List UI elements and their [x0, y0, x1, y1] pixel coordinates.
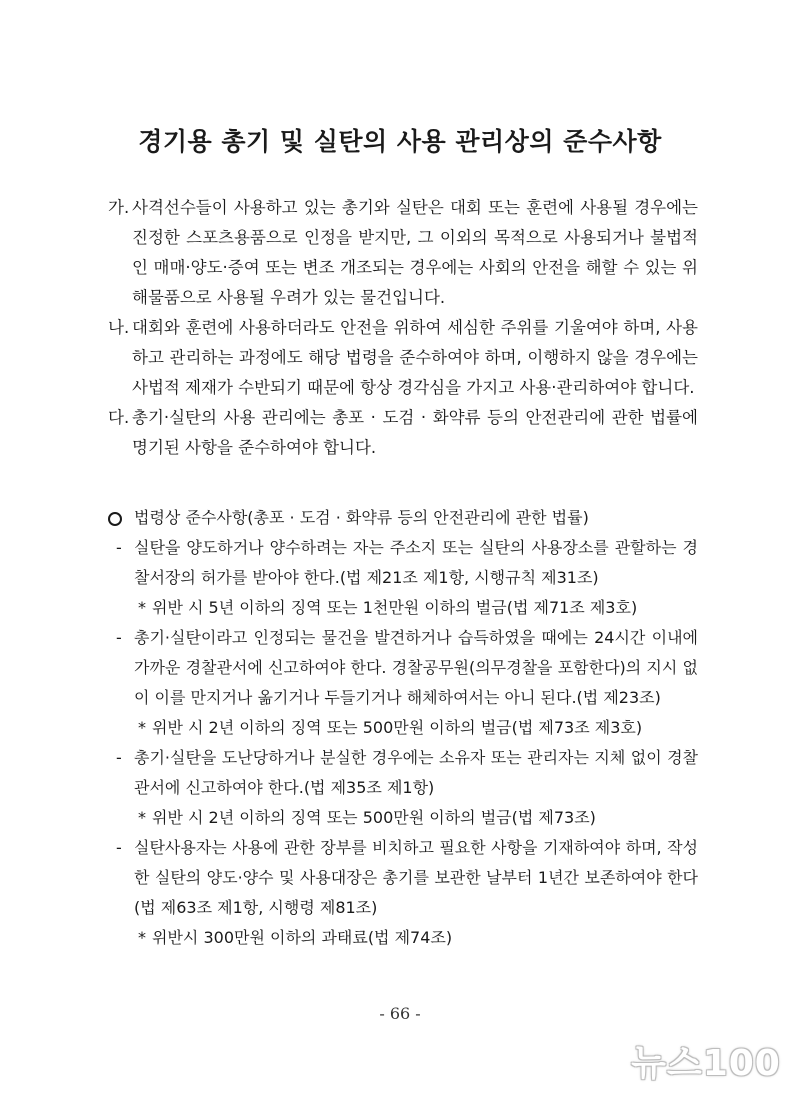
penalty-text: 위반 시 2년 이하의 징역 또는 500만원 이하의 벌금(법 제73조)	[152, 808, 596, 827]
dash-bullet: -	[116, 628, 122, 647]
rule-item	[108, 623, 698, 713]
dash-bullet: -	[116, 838, 122, 857]
rule-text: 총기·실탄을 도난당하거나 분실한 경우에는 소유자 또는 관리자는 지체 없이 경찰관서에 신고하여야 한다.(법 제35조 제1항)	[134, 748, 698, 797]
penalty-text: 위반시 300만원 이하의 과태료(법 제74조)	[152, 928, 453, 947]
rule-item	[108, 743, 698, 803]
rule-item	[108, 533, 698, 593]
section-da	[108, 403, 698, 463]
page-number: - 66 -	[379, 1004, 421, 1023]
section-text: 대회와 훈련에 사용하더라도 안전을 위하여 세심한 주위를 기울여야 하며, 사용하고 관리하는 과정에도 해당 법령을 준수하여야 하며, 이행하지 않을 경우에는 사법적 제재가 수반되기 때문에 항상 경각심을 가지고 사용·관리하여야 합니다.	[132, 318, 698, 397]
penalty-text: 위반 시 2년 이하의 징역 또는 500만원 이하의 벌금(법 제73조 제3호)	[152, 718, 643, 737]
rule-text: 실탄을 양도하거나 양수하려는 자는 주소지 또는 실탄의 사용장소를 관할하는 경찰서장의 허가를 받아야 한다.(법 제21조 제1항, 시행규칙 제31조)	[134, 538, 698, 587]
section-ga	[108, 193, 698, 313]
rules-heading	[108, 503, 698, 533]
page-title: 경기용 총기 및 실탄의 사용 관리상의 준수사항	[138, 127, 662, 156]
section-text: 사격선수들이 사용하고 있는 총기와 실탄은 대회 또는 훈련에 사용될 경우에는 진정한 스포츠용품으로 인정을 받지만, 그 이외의 목적으로 사용되거나 불법적인 매매·양도·증여 또는 변조 개조되는 경우에는 사회의 안전을 해할 수 있는 위해물품으로 사용될 우려가 있는 물건입니다.	[132, 198, 698, 307]
section-marker: 다.	[108, 408, 130, 427]
penalty-note	[108, 593, 698, 623]
asterisk-marker: *	[138, 718, 146, 737]
circle-bullet-icon	[108, 512, 122, 526]
section-text: 총기·실탄의 사용 관리에는 총포 · 도검 · 화약류 등의 안전관리에 관한 법률에 명기된 사항을 준수하여야 합니다.	[132, 408, 698, 457]
penalty-note	[108, 713, 698, 743]
asterisk-marker: *	[138, 928, 146, 947]
rule-text: 총기·실탄이라고 인정되는 물건을 발견하거나 습득하였을 때에는 24시간 이내에 가까운 경찰관서에 신고하여야 한다. 경찰공무원(의무경찰을 포함한다)의 지시 없이 이를 만지거나 옮기거나 두들기거나 해체하여서는 아니 된다.(법 제23조)	[134, 628, 698, 707]
asterisk-marker: *	[138, 598, 146, 617]
section-marker: 나.	[108, 318, 130, 337]
news-watermark-logo: 뉴스100	[631, 1042, 781, 1084]
dash-bullet: -	[116, 538, 122, 557]
intro-sections	[108, 193, 698, 463]
penalty-note	[108, 803, 698, 833]
penalty-note	[108, 923, 698, 953]
section-marker: 가.	[108, 198, 130, 217]
rule-item	[108, 833, 698, 923]
dash-bullet: -	[116, 748, 122, 767]
rule-text: 실탄사용자는 사용에 관한 장부를 비치하고 필요한 사항을 기재하여야 하며, 작성한 실탄의 양도·양수 및 사용대장은 총기를 보관한 날부터 1년간 보존하여야 한다(법 제63조 제1항, 시행령 제81조)	[134, 838, 698, 917]
asterisk-marker: *	[138, 808, 146, 827]
rules-heading-text: 법령상 준수사항(총포 · 도검 · 화약류 등의 안전관리에 관한 법률)	[134, 508, 589, 527]
section-na	[108, 313, 698, 403]
legal-rules	[108, 503, 698, 953]
penalty-text: 위반 시 5년 이하의 징역 또는 1천만원 이하의 벌금(법 제71조 제3호)	[152, 598, 638, 617]
